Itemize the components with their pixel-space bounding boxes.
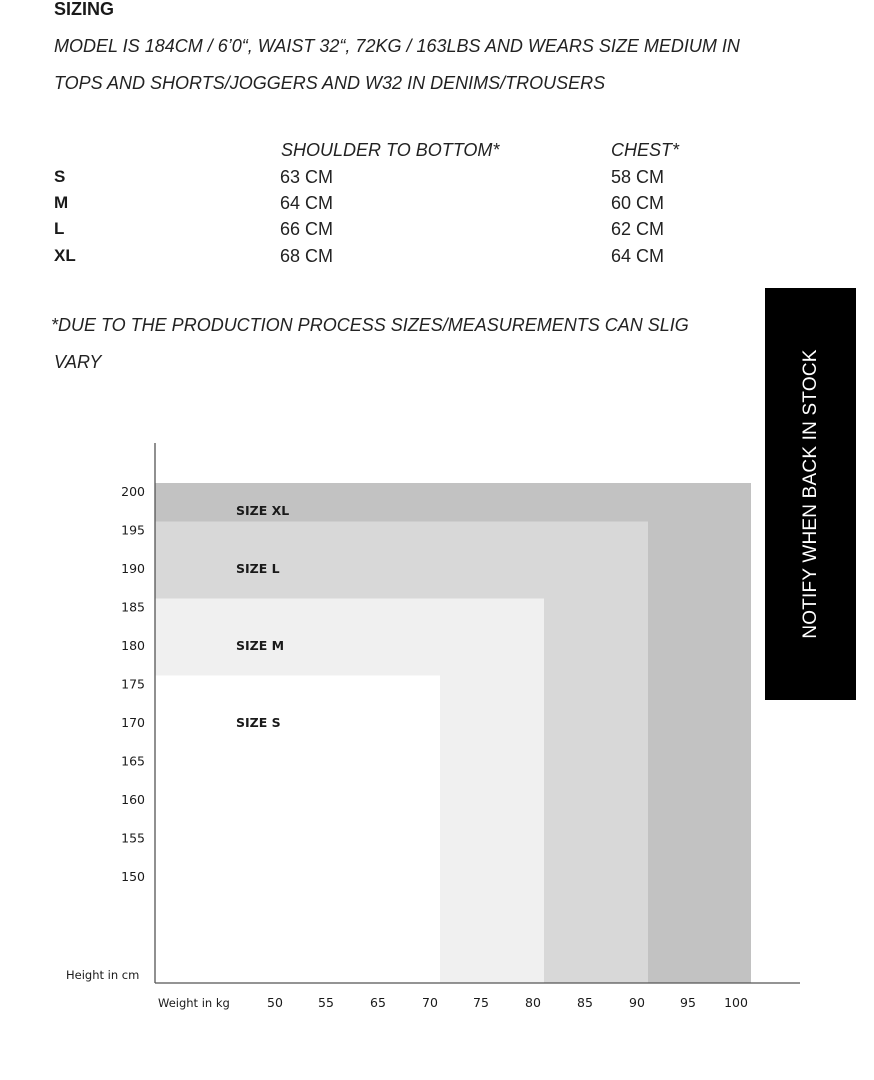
region-label-size-xl: SIZE XL: [236, 503, 290, 518]
region-label-size-l: SIZE L: [236, 561, 280, 576]
x-tick-label-90: 90: [629, 995, 645, 1010]
size-label-s: S: [54, 167, 66, 186]
model-note-line-2: TOPS AND SHORTS/JOGGERS AND W32 IN DENIMS/TROUSERS: [54, 73, 606, 93]
shoulder-value-xl: 68 CM: [280, 246, 334, 266]
region-size-s: [155, 676, 440, 984]
y-tick-label-200: 200: [121, 484, 145, 499]
header-chest: CHEST*: [611, 140, 680, 160]
header-shoulder-to-bottom: SHOULDER TO BOTTOM*: [281, 140, 500, 160]
y-tick-label-150: 150: [121, 869, 145, 884]
size-label-xl: XL: [54, 246, 76, 265]
y-tick-label-170: 170: [121, 715, 145, 730]
y-tick-label-195: 195: [121, 522, 145, 538]
y-axis-label: Height in cm: [66, 968, 140, 982]
size-label-l: L: [54, 219, 65, 238]
x-axis-label: Weight in kg: [158, 996, 230, 1010]
y-tick-label-160: 160: [121, 792, 145, 807]
size-label-m: M: [54, 193, 69, 212]
page-title: SIZING: [54, 0, 115, 19]
x-tick-label-85: 85: [577, 995, 593, 1010]
y-tick-label-175: 175: [121, 676, 145, 692]
x-tick-label-55: 55: [318, 995, 334, 1010]
model-note-line-1: MODEL IS 184CM / 6’0“, WAIST 32“, 72KG / 163LBS AND WEARS SIZE MEDIUM IN: [54, 36, 740, 56]
y-tick-label-155: 155: [121, 830, 145, 846]
region-label-size-m: SIZE M: [236, 638, 285, 653]
x-tick-label-50: 50: [267, 995, 283, 1010]
y-tick-label-165: 165: [121, 753, 145, 769]
x-tick-label-70: 70: [422, 995, 438, 1010]
x-tick-label-65: 65: [370, 995, 386, 1010]
shoulder-value-m: 64 CM: [280, 193, 334, 213]
chest-value-s: 58 CM: [611, 167, 665, 187]
chest-value-m: 60 CM: [611, 193, 665, 213]
region-label-size-s: SIZE S: [236, 715, 281, 730]
x-tick-label-80: 80: [525, 995, 541, 1010]
x-tick-label-100: 100: [724, 995, 748, 1010]
notify-button-label: NOTIFY WHEN BACK IN STOCK: [799, 349, 821, 639]
shoulder-value-l: 66 CM: [280, 219, 334, 239]
chest-value-l: 62 CM: [611, 219, 665, 239]
x-tick-label-95: 95: [680, 995, 696, 1010]
notify-when-back-in-stock-button[interactable]: [765, 288, 856, 700]
y-tick-label-180: 180: [121, 638, 145, 653]
y-tick-label-185: 185: [121, 599, 145, 615]
disclaimer-line-1: *DUE TO THE PRODUCTION PROCESS SIZES/MEASUREMENTS CAN SLIG: [51, 315, 689, 335]
x-tick-label-75: 75: [473, 995, 489, 1010]
disclaimer-line-2: VARY: [54, 352, 102, 372]
y-tick-label-190: 190: [121, 561, 145, 576]
chest-value-xl: 64 CM: [611, 246, 665, 266]
shoulder-value-s: 63 CM: [280, 167, 334, 187]
